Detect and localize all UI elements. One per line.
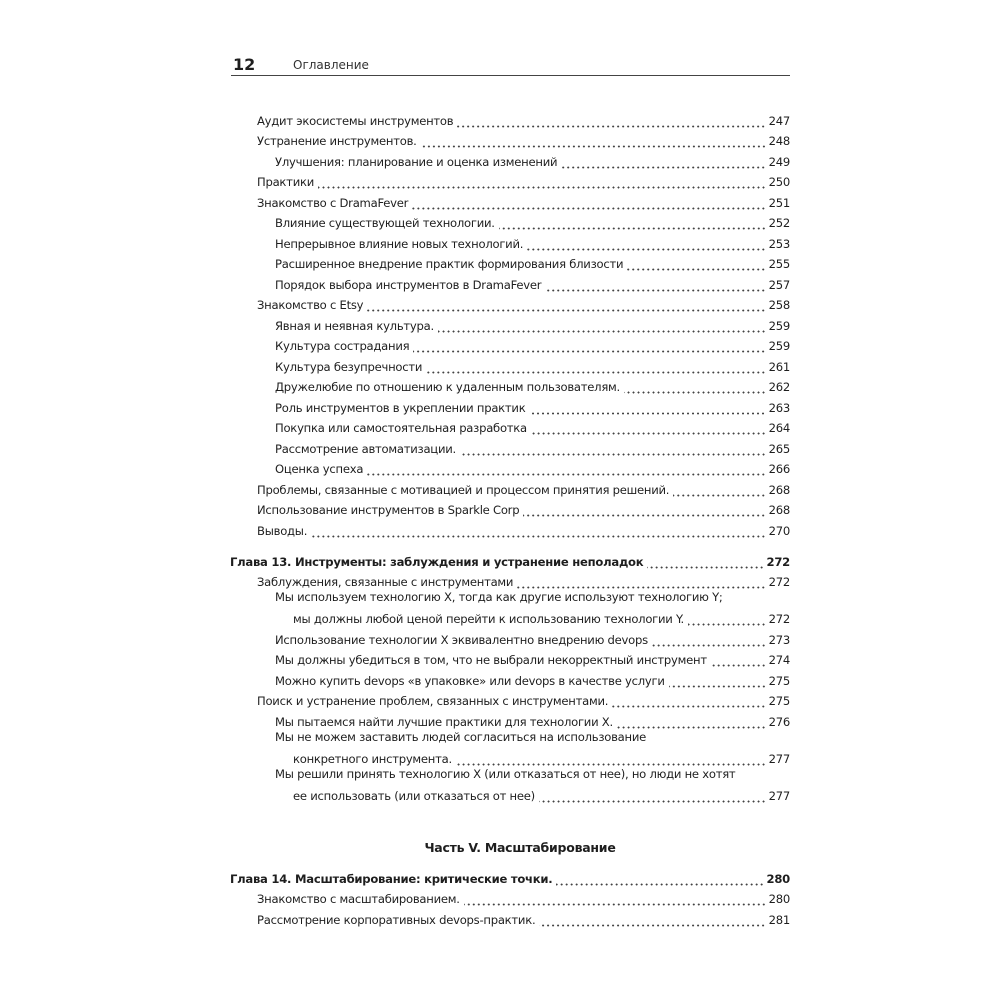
running-title: Оглавление xyxy=(293,58,369,72)
leader-dots xyxy=(523,507,766,517)
leader-dots xyxy=(527,241,766,251)
leader-dots xyxy=(460,446,766,456)
leader-dots xyxy=(612,698,766,708)
toc-entry[interactable] xyxy=(230,189,790,210)
entry-title-cont: мы должны любой ценой перейти к использованию технологии Y. xyxy=(293,612,684,626)
entry-page: 272 xyxy=(768,612,790,626)
toc-entry[interactable] xyxy=(230,230,790,251)
part-heading: Часть V. Масштабирование xyxy=(424,839,616,855)
toc-entry[interactable] xyxy=(230,589,790,626)
toc-entry[interactable] xyxy=(230,766,790,803)
leader-dots xyxy=(561,159,766,169)
leader-dots xyxy=(673,487,766,497)
entry-page: 275 xyxy=(768,673,790,688)
entry-page: 264 xyxy=(768,421,790,435)
leader-dots xyxy=(426,364,766,374)
entry-title: Явная и неявная культура. xyxy=(275,318,434,333)
leader-dots xyxy=(617,719,766,729)
entry-page: 247 xyxy=(768,113,790,128)
leader-dots xyxy=(412,200,766,210)
leader-dots xyxy=(464,896,766,906)
entry-page: 248 xyxy=(768,134,790,148)
spacer xyxy=(230,538,790,549)
leader-dots xyxy=(413,343,766,353)
entry-page: 263 xyxy=(768,400,790,415)
entry-page: 274 xyxy=(768,653,790,667)
entry-page: 272 xyxy=(768,575,790,589)
entry-title: Мы решили принять технологию X (или отказаться от нее), но люди не хотят xyxy=(275,766,736,781)
leader-dots xyxy=(627,261,766,271)
toc-entry[interactable] xyxy=(230,517,790,538)
leader-dots xyxy=(624,384,766,394)
entry-title: Роль инструментов в укреплении практик xyxy=(275,400,526,415)
toc-entry[interactable] xyxy=(230,708,790,729)
entry-page: 265 xyxy=(768,441,790,456)
entry-page: 250 xyxy=(768,175,790,189)
toc-entry[interactable] xyxy=(230,374,790,395)
entry-title: Рассмотрение корпоративных devops-практик. xyxy=(257,912,536,927)
entry-title: Заблуждения, связанные с инструментами xyxy=(257,575,514,589)
spacer xyxy=(230,855,790,866)
entry-title: Непрерывное влияние новых технологий. xyxy=(275,236,524,251)
toc-entry[interactable] xyxy=(230,394,790,415)
entry-page: 273 xyxy=(768,632,790,647)
toc-entry[interactable] xyxy=(230,497,790,518)
entry-page: 261 xyxy=(768,359,790,374)
leader-dots xyxy=(539,917,766,927)
leader-dots xyxy=(421,138,766,148)
leader-dots xyxy=(545,282,766,292)
toc-entry[interactable] xyxy=(230,292,790,313)
toc-entry[interactable] xyxy=(230,107,790,128)
entry-title: Культура безупречности xyxy=(275,359,423,374)
leader-dots xyxy=(499,220,766,230)
table-of-contents xyxy=(230,107,790,927)
entry-title: Мы используем технологию X, тогда как другие используют технологию Y; xyxy=(275,590,723,604)
leader-dots xyxy=(688,616,766,626)
toc-entry[interactable] xyxy=(230,626,790,647)
toc-entry[interactable] xyxy=(230,906,790,927)
entry-page: 262 xyxy=(768,380,790,394)
leader-dots xyxy=(517,579,766,589)
entry-title: Мы не можем заставить людей согласиться на использование xyxy=(275,729,647,744)
entry-page: 258 xyxy=(768,298,790,312)
entry-page: 268 xyxy=(768,482,790,497)
running-header xyxy=(231,55,790,76)
toc-entry[interactable] xyxy=(230,312,790,333)
entry-title: Выводы. xyxy=(257,523,308,538)
toc-entry[interactable] xyxy=(230,251,790,272)
entry-page: 255 xyxy=(768,257,790,271)
entry-title: Использование технологии X эквивалентно внедрению devops xyxy=(275,632,648,647)
leader-dots xyxy=(539,793,766,803)
leader-dots xyxy=(711,657,766,667)
entry-page: 266 xyxy=(768,462,790,476)
leader-dots xyxy=(529,405,766,415)
leader-dots xyxy=(318,179,766,189)
entry-title: Мы должны убедиться в том, что не выбрали некорректный инструмент xyxy=(275,653,707,667)
entry-title: Проблемы, связанные с мотивацией и процессом принятия решений. xyxy=(257,482,670,497)
leader-dots xyxy=(367,302,766,312)
leader-dots xyxy=(457,118,766,128)
entry-page: 252 xyxy=(768,216,790,230)
entry-continuation xyxy=(275,785,790,803)
leader-dots xyxy=(456,756,766,766)
entry-page: 257 xyxy=(768,277,790,292)
toc-chapter[interactable] xyxy=(230,865,790,886)
entry-title: Дружелюбие по отношению к удаленным пользователям. xyxy=(275,380,620,394)
entry-title: Покупка или самостоятельная разработка xyxy=(275,421,527,435)
leader-dots xyxy=(438,323,766,333)
entry-title-cont: конкретного инструмента. xyxy=(293,751,452,766)
toc-entry[interactable] xyxy=(230,569,790,590)
entry-page: 270 xyxy=(768,523,790,538)
entry-title: Устранение инструментов. xyxy=(257,134,417,148)
entry-page: 272 xyxy=(766,554,790,569)
entry-title: Глава 14. Масштабирование: критические точки. xyxy=(230,871,553,886)
entry-title: Глава 13. Инструменты: заблуждения и устранение неполадок xyxy=(230,554,644,569)
entry-page: 249 xyxy=(768,154,790,169)
toc-entry[interactable] xyxy=(230,647,790,668)
entry-page: 281 xyxy=(768,912,790,927)
entry-page: 280 xyxy=(768,892,790,906)
entry-page: 253 xyxy=(768,236,790,251)
toc-chapter[interactable] xyxy=(230,548,790,569)
entry-title-cont: ее использовать (или отказаться от нее) xyxy=(293,788,535,803)
page-number: 12 xyxy=(233,55,256,74)
entry-title: Оценка успеха xyxy=(275,462,364,476)
leader-dots xyxy=(556,876,764,886)
toc-entry[interactable] xyxy=(230,148,790,169)
entry-page: 275 xyxy=(768,694,790,708)
toc-entry[interactable] xyxy=(230,210,790,231)
toc-entry[interactable] xyxy=(230,415,790,436)
entry-title: Аудит экосистемы инструментов xyxy=(257,113,454,128)
toc-entry[interactable] xyxy=(230,435,790,456)
entry-page: 268 xyxy=(768,503,790,517)
toc-entry[interactable] xyxy=(230,353,790,374)
entry-continuation xyxy=(275,748,790,766)
toc-entry[interactable] xyxy=(230,456,790,477)
entry-title: Культура сострадания xyxy=(275,339,410,353)
entry-title: Мы пытаемся найти лучшие практики для технологии X. xyxy=(275,714,613,729)
entry-title: Расширенное внедрение практик формирования близости xyxy=(275,257,624,271)
entry-title: Практики xyxy=(257,175,315,189)
entry-title: Знакомство с DramaFever xyxy=(257,195,409,210)
spacer xyxy=(230,803,790,817)
toc-entry[interactable] xyxy=(230,169,790,190)
entry-title: Влияние существующей технологии. xyxy=(275,216,495,230)
toc-entry[interactable] xyxy=(230,886,790,907)
toc-entry[interactable] xyxy=(230,729,790,766)
leader-dots xyxy=(652,637,766,647)
entry-title: Рассмотрение автоматизации. xyxy=(275,441,456,456)
entry-title: Знакомство с масштабированием. xyxy=(257,892,460,906)
entry-page: 276 xyxy=(768,714,790,729)
entry-title: Порядок выбора инструментов в DramaFever xyxy=(275,277,542,292)
leader-dots xyxy=(647,559,764,569)
toc-entry[interactable] xyxy=(230,333,790,354)
toc-entry[interactable] xyxy=(230,128,790,149)
toc-entry[interactable] xyxy=(230,688,790,709)
entry-title: Использование инструментов в Sparkle Corp xyxy=(257,503,520,517)
entry-title: Улучшения: планирование и оценка изменений xyxy=(275,154,558,169)
entry-page: 259 xyxy=(768,318,790,333)
entry-page: 251 xyxy=(768,195,790,210)
entry-page: 277 xyxy=(768,751,790,766)
toc-entry[interactable] xyxy=(230,667,790,688)
leader-dots xyxy=(531,425,766,435)
leader-dots xyxy=(669,678,766,688)
entry-page: 280 xyxy=(766,871,790,886)
entry-title: Знакомство с Etsy xyxy=(257,298,364,312)
toc-entry[interactable] xyxy=(230,476,790,497)
entry-page: 259 xyxy=(768,339,790,353)
leader-dots xyxy=(367,466,766,476)
entry-page: 277 xyxy=(768,788,790,803)
entry-continuation xyxy=(275,608,790,626)
leader-dots xyxy=(311,528,766,538)
entry-title: Поиск и устранение проблем, связанных с инструментами. xyxy=(257,694,609,708)
toc-entry[interactable] xyxy=(230,271,790,292)
entry-title: Можно купить devops «в упаковке» или devops в качестве услуги xyxy=(275,673,665,688)
